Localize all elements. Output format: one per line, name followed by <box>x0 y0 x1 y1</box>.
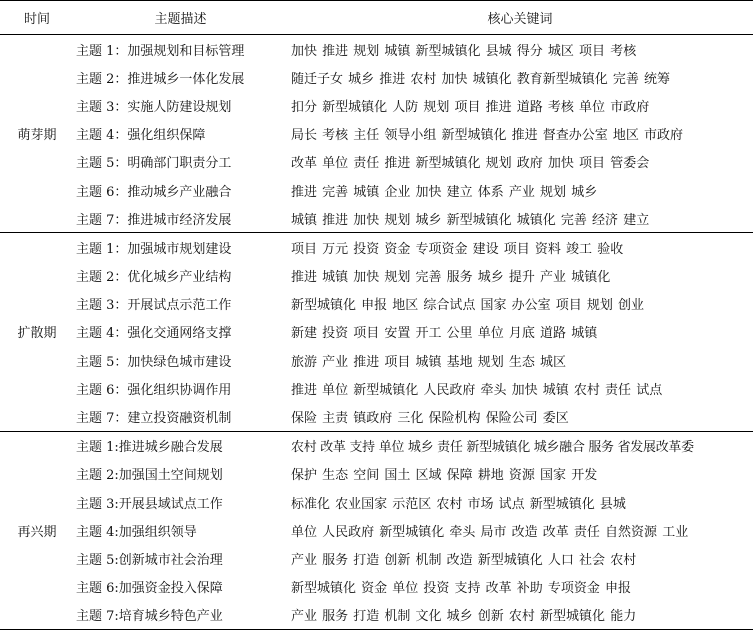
topic-keywords: 推进 单位 新型城镇化 人民政府 牵头 加快 城镇 农村 责任 试点 <box>291 382 663 398</box>
table-row <box>0 35 753 64</box>
table-row <box>0 488 753 516</box>
topic-keywords: 标准化 农业国家 示范区 农村 市场 试点 新型城镇化 县城 <box>291 496 626 512</box>
period-cell: 扩散期 <box>0 233 74 431</box>
topic-keywords: 单位 人民政府 新型城镇化 牵头 局市 改造 改革 责任 自然资源 工业 <box>291 524 689 540</box>
topic-description: 主题 1:推进城乡融合发展 <box>76 440 223 456</box>
table-row <box>0 63 753 91</box>
header-keywords: 核心关键词 <box>287 1 753 35</box>
topic-description: 主题 6：强化组织协调作用 <box>76 382 232 398</box>
period-cell: 再兴期 <box>0 431 74 629</box>
table-row <box>0 120 753 148</box>
topic-description: 主题 3：开展试点示范工作 <box>76 298 232 314</box>
topic-keywords: 项目 万元 投资 资金 专项资金 建设 项目 资料 竣工 验收 <box>291 241 624 257</box>
topic-keywords: 产业 服务 打造 机制 文化 城乡 创新 农村 新型城镇化 能力 <box>287 601 753 630</box>
topic-keywords: 保险 主责 镇政府 三化 保险机构 保险公司 委区 <box>287 402 753 431</box>
period-cell: 萌芽期 <box>0 35 74 233</box>
table-row <box>0 148 753 176</box>
table-row <box>0 262 753 290</box>
topic-keywords: 新型城镇化 申报 地区 综合试点 国家 办公室 项目 规划 创业 <box>291 298 645 314</box>
topic-keywords: 农村 改革 支持 单位 城乡 责任 新型城镇化 城乡融合 服务 省发展改革委 <box>291 440 694 456</box>
topic-keywords: 随迁子女 城乡 推进 农村 加快 城镇化 教育新型城镇化 完善 统筹 <box>291 71 671 87</box>
table-row <box>0 431 753 460</box>
topic-description: 主题 6：推动城乡产业融合 <box>76 184 232 200</box>
topic-keywords: 产业 服务 打造 创新 机制 改造 新型城镇化 人口 社会 农村 <box>291 552 637 568</box>
topic-description: 主题 1：加强规划和目标管理 <box>76 43 245 59</box>
topic-description: 主题 1：加强城市规划建设 <box>76 241 232 257</box>
table-row <box>0 573 753 601</box>
topic-description: 主题 4:加强组织领导 <box>76 524 197 540</box>
topic-description: 主题 4：强化交通网络支撑 <box>76 326 232 342</box>
topic-description: 主题 5：加快绿色城市建设 <box>76 354 232 370</box>
header-period: 时间 <box>0 1 74 35</box>
period-group-budding <box>0 35 753 233</box>
topic-description: 主题 5：明确部门职责分工 <box>76 156 232 172</box>
table-row <box>0 176 753 204</box>
table-row <box>0 204 753 233</box>
table-row <box>0 374 753 402</box>
topic-description: 主题 3：实施人防建设规划 <box>76 99 232 115</box>
topic-keywords: 保护 生态 空间 国土 区域 保障 耕地 资源 国家 开发 <box>291 468 598 484</box>
topic-description: 主题 7：建立投资融资机制 <box>74 402 287 431</box>
topic-keywords: 推进 城镇 加快 规划 完善 服务 城乡 提升 产业 城镇化 <box>291 270 611 286</box>
topic-keywords: 城镇 推进 加快 规划 城乡 新型城镇化 城镇化 完善 经济 建立 <box>287 204 753 233</box>
header-row <box>0 1 753 35</box>
table-row <box>0 544 753 572</box>
table-row <box>0 233 753 262</box>
topic-keywords: 新型城镇化 资金 单位 投资 支持 改革 补助 专项资金 申报 <box>291 581 632 597</box>
period-group-diffusion <box>0 233 753 431</box>
topic-keywords: 改革 单位 责任 推进 新型城镇化 规划 政府 加快 项目 管委会 <box>291 156 650 172</box>
table-row <box>0 516 753 544</box>
topic-keywords: 旅游 产业 推进 项目 城镇 基地 规划 生态 城区 <box>291 354 567 370</box>
table-row <box>0 91 753 119</box>
topic-description: 主题 5:创新城市社会治理 <box>76 552 223 568</box>
topic-description: 主题 2：推进城乡一体化发展 <box>76 71 245 87</box>
table-row <box>0 290 753 318</box>
table-row <box>0 318 753 346</box>
topic-keywords: 扣分 新型城镇化 人防 规划 项目 推进 道路 考核 单位 市政府 <box>291 99 650 115</box>
table-row <box>0 601 753 630</box>
topic-description: 主题 4：强化组织保障 <box>76 128 206 144</box>
topic-description: 主题 7:培育城乡特色产业 <box>74 601 287 630</box>
topic-keywords: 加快 推进 规划 城镇 新型城镇化 县城 得分 城区 项目 考核 <box>291 43 637 59</box>
topic-description: 主题 6:加强资金投入保障 <box>76 581 223 597</box>
topic-keywords: 新建 投资 项目 安置 开工 公里 单位 月底 道路 城镇 <box>291 326 598 342</box>
table-row <box>0 402 753 431</box>
period-group-revival <box>0 431 753 629</box>
topic-description: 主题 3:开展县域试点工作 <box>76 496 223 512</box>
table-row <box>0 346 753 374</box>
header-description: 主题描述 <box>74 1 287 35</box>
table-row <box>0 460 753 488</box>
topic-description: 主题 2：优化城乡产业结构 <box>76 270 232 286</box>
topic-description: 主题 2:加强国土空间规划 <box>76 468 223 484</box>
topic-keywords: 局长 考核 主任 领导小组 新型城镇化 推进 督查办公室 地区 市政府 <box>291 128 684 144</box>
topic-description: 主题 7：推进城市经济发展 <box>74 204 287 233</box>
topic-keywords: 推进 完善 城镇 企业 加快 建立 体系 产业 规划 城乡 <box>291 184 598 200</box>
